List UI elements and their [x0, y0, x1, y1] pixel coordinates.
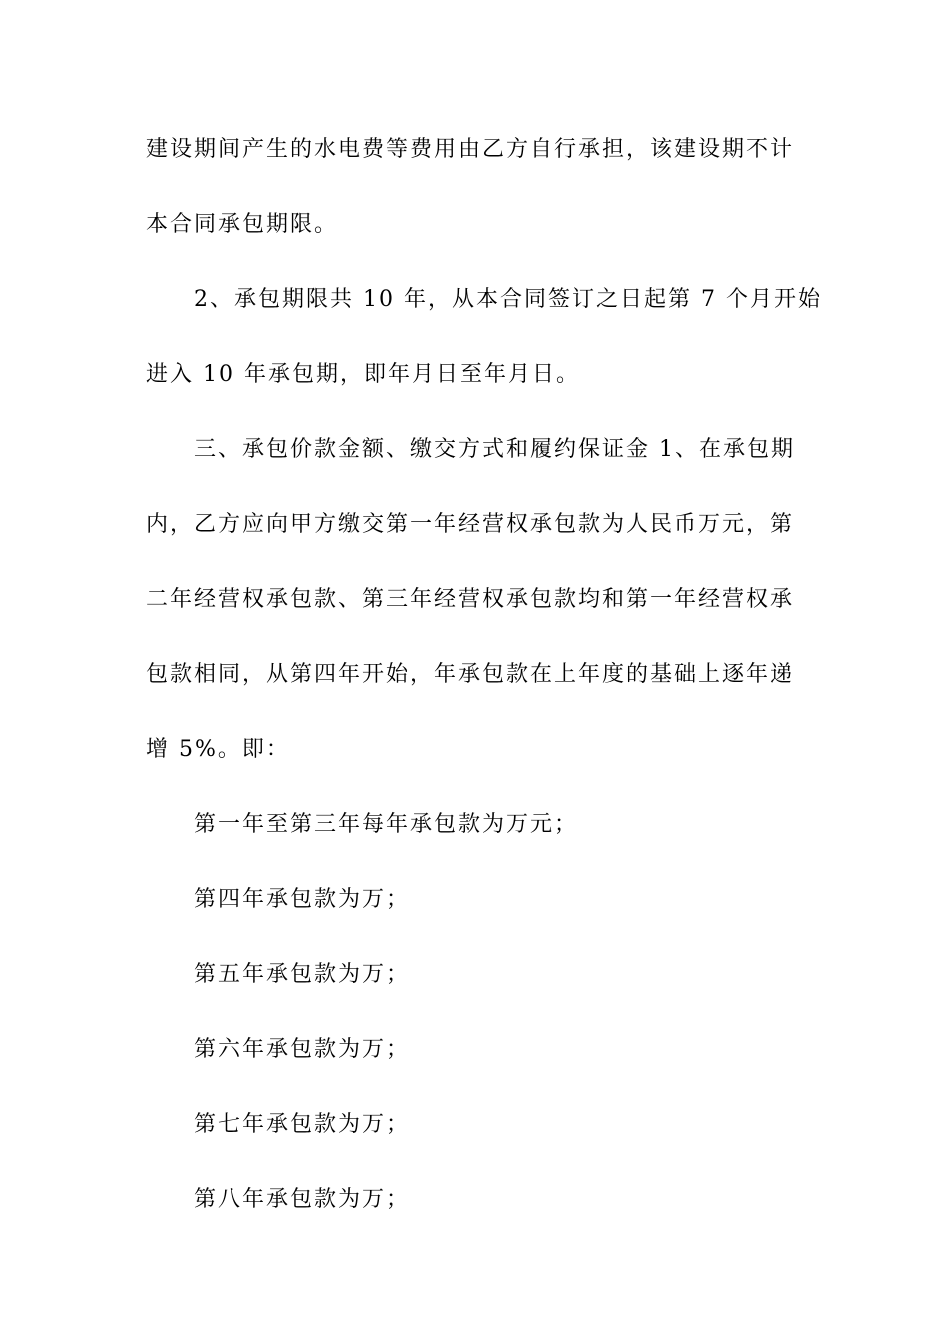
text-line-7: 二年经营权承包款、第三年经营权承包款均和第一年经营权承: [146, 587, 795, 612]
text-line-13: 第六年承包款为万；: [194, 1037, 411, 1062]
text-line-3: 2、承包期限共 10 年，从本合同签订之日起第 7 个月开始: [194, 287, 822, 312]
text-line-6: 内，乙方应向甲方缴交第一年经营权承包款为人民币万元，第: [146, 512, 795, 537]
text-line-14: 第七年承包款为万；: [194, 1112, 411, 1137]
text-line-11: 第四年承包款为万；: [194, 887, 411, 912]
text-line-1: 建设期间产生的水电费等费用由乙方自行承担，该建设期不计: [146, 137, 795, 162]
text-line-2: 本合同承包期限。: [146, 212, 339, 237]
text-line-4: 进入 10 年承包期，即年月日至年月日。: [146, 362, 580, 387]
text-line-9: 增 5%。即：: [146, 737, 290, 762]
text-line-10: 第一年至第三年每年承包款为万元；: [194, 812, 579, 837]
text-line-12: 第五年承包款为万；: [194, 962, 411, 987]
text-line-5: 三、承包价款金额、缴交方式和履约保证金 1、在承包期: [194, 437, 795, 462]
text-line-15: 第八年承包款为万；: [194, 1187, 411, 1212]
text-line-8: 包款相同，从第四年开始，年承包款在上年度的基础上逐年递: [146, 662, 795, 687]
